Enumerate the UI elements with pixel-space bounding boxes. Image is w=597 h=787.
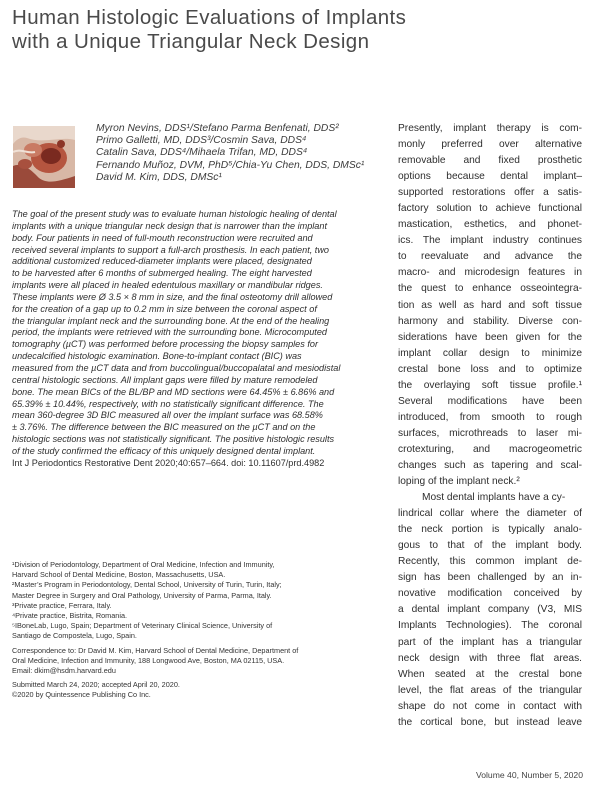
body-line: mastication, esthetics, and phonet- [398,219,582,231]
abstract-line: implants were all placed in healed edentulous maxillary or mandibular ridges. [12,280,323,291]
body-line: Recently, this common implant de- [398,556,582,568]
citation: Int J Periodontics Restorative Dent 2020;40:657–664. doi: 10.11607/prd.4982 [12,457,325,468]
abstract-line: tomography (µCT) was performed before processing the biopsy samples for [12,339,319,350]
abstract-line: additional customized reduced-diameter implants were placed, designated [12,256,312,267]
body-line: sign has been challenged by an in- [398,572,582,584]
body-line: monly preferred over alternative [398,139,582,151]
body-line: changes such as tapering and scal- [398,459,582,471]
author-line: David M. Kim, DDS, DMSc¹ [96,171,222,183]
body-line: lindrical collar where the diameter of [398,508,582,520]
body-line: shape do not come in contact with [398,700,582,712]
article-title [12,6,432,54]
body-line: Presently, implant therapy is com- [398,123,582,134]
abstract-line: implants with a unique triangular neck design that is narrower than the implant [12,220,327,231]
body-line: crestal bone loss and to optimize [398,363,582,375]
abstract-line: mean 360-degree 3D BIC measured all over the implant surface was 68.58% [12,410,323,421]
affiliation-line: ²Master’s Program in Periodontology, Dental School, University of Turin, Turin, Italy; [12,580,282,590]
correspondence-email[interactable]: Email: dkim@hsdm.harvard.edu [12,666,116,676]
body-line: loping of the implant neck.² [398,476,520,488]
abstract-line: to be harvested after 6 months of submerged healing. The eight harvested [12,268,312,279]
body-line: implant collar design to minimize [398,347,582,359]
body-line: to reevaluate and advance the [398,251,582,263]
body-line: gous to that of the implant body. [398,540,582,552]
abstract-line: bone. The mean BICs of the BL/BP and MD sections were 64.45% ± 6.86% and [12,386,335,397]
abstract-line: measured from the µCT data and from buccolingual/buccopalatal and mesiodistal [12,362,341,373]
body-line: the cortical bone, but instead leave [398,716,582,728]
abstract-line: histologic sections was not statistically significant. The positive histologic results [12,434,335,445]
body-line: the quest to enhance osseointegra- [398,283,582,295]
body-line: introduced, from smooth to rough [398,411,582,423]
body-line: neck design with three flat areas. [398,652,582,664]
abstract-line: of the study confirmed the efficacy of this uniquely designed dental implant. [12,445,316,456]
affiliation-line: ³Private practice, Ferrara, Italy. [12,600,112,610]
journal-issue-footer: Volume 40, Number 5, 2020 [475,770,583,780]
abstract-line: period, the implants were retrieved with the surrounding bone. Microcomputed [12,327,327,338]
abstract-line: for the creation of a gap up to 0.2 mm in size between the coronal aspect of [12,303,317,314]
affiliation-line: ⁵IBoneLab, Lugo, Spain; Department of Veterinary Clinical Science, University of [12,621,273,631]
body-line: options because dental implant– [398,171,582,183]
title-line: Human Histologic Evaluations of Implants [12,6,407,29]
affiliation-line: Santiago de Compostela, Lugo, Spain. [12,631,137,641]
body-line: tion as well as hard and soft tissue [398,299,582,311]
abstract-line: The goal of the present study was to evaluate human histologic healing of dental [12,209,337,219]
correspondence-line: Correspondence to: Dr David M. Kim, Harvard School of Dental Medicine, Department of [12,645,299,655]
abstract-line: body. Four patients in need of full-mouth reconstruction were recruited and [12,232,313,243]
body-line: removable and fixed prosthetic [398,155,582,167]
abstract [12,209,386,470]
body-line: ics. The implant industry continues [398,235,582,247]
histology-thumbnail-image [13,126,75,188]
affiliation-line: ¹Division of Periodontology, Department of Oral Medicine, Infection and Immunity, [12,560,275,569]
affiliations-block [12,560,392,701]
abstract-line: undecalcified histologic examination. Bone-to-implant contact (BIC) was [12,351,302,362]
body-line: harmony and stability. Diverse con- [398,315,582,327]
body-text-column [398,121,582,731]
body-line: a dental implant company (V3, MIS [398,604,582,616]
body-line: factory solution to achieve functional [398,203,582,215]
affiliation-line: Harvard School of Dental Medicine, Boston, Massachusetts, USA. [12,570,226,580]
copyright-line: ©2020 by Quintessence Publishing Co Inc. [12,690,151,700]
body-line: the overlaying soft tissue profile.¹ [398,379,582,391]
body-line: When seated at the crestal bone [398,668,582,680]
body-line: macro- and microdesign features in [398,267,582,279]
body-line: Most dental implants have a cy- [422,492,566,504]
correspondence-line: Oral Medicine, Infection and Immunity, 188 Longwood Ave, Boston, MA 02115, USA. [12,655,285,665]
affiliation-line: Master Degree in Surgery and Oral Pathology, University of Parma, Parma, Italy. [12,590,272,600]
abstract-line: ± 3.76%. The difference between the BIC measured on the µCT and on the [12,422,316,433]
author-line: Primo Galletti, MD, DDS³/Cosmin Sava, DDS⁴ [96,135,307,147]
abstract-line: the triangular implant neck and the surrounding bone. At the end of the healing [12,315,330,326]
author-line: Fernando Muñoz, DVM, PhD⁵/Chia-Yu Chen, DDS, DMSc¹ [96,159,365,171]
body-line: surfaces, microthreads to laser mi- [398,427,582,439]
body-line: novative modification conceived by [398,588,582,600]
body-line: supported restorations offer a satis- [398,187,582,199]
author-line: Myron Nevins, DDS¹/Stefano Parma Benfenati, DDS² [96,123,339,134]
affiliation-line: ⁴Private practice, Bistrita, Romania. [12,611,128,621]
body-line: level, the flat areas of the triangular [398,684,582,696]
author-line: Catalin Sava, DDS⁴/Mihaela Trifan, MD, DDS⁴ [96,147,308,159]
abstract-line: 65.39% ± 10.44%, respectively, with no statistically significant difference. The [12,398,324,409]
author-list [96,123,396,184]
abstract-line: received several implants to support a full-arch prosthesis. In each patient, two [12,244,330,255]
submitted-line: Submitted March 24, 2020; accepted April 20, 2020. [12,680,180,690]
title-line: with a Unique Triangular Neck Design [12,30,370,53]
abstract-line: These implants were Ø 3.5 × 8 mm in size, and the final osteotomy drill allowed [12,291,333,302]
body-line: the neck portion is typically analo- [398,524,582,536]
body-line: part of the implant has a triangular [398,636,582,648]
body-line: siderations have been given for the [398,331,582,343]
histology-image-graphic [13,126,75,188]
body-line: crotexturing, and macrogeometric [398,443,582,455]
body-line: Several modifications have been [398,395,582,407]
body-line: Implants Technologies). The coronal [398,620,582,632]
abstract-line: central histologic sections. All implant gaps were filled by mature remodeled [12,374,318,385]
